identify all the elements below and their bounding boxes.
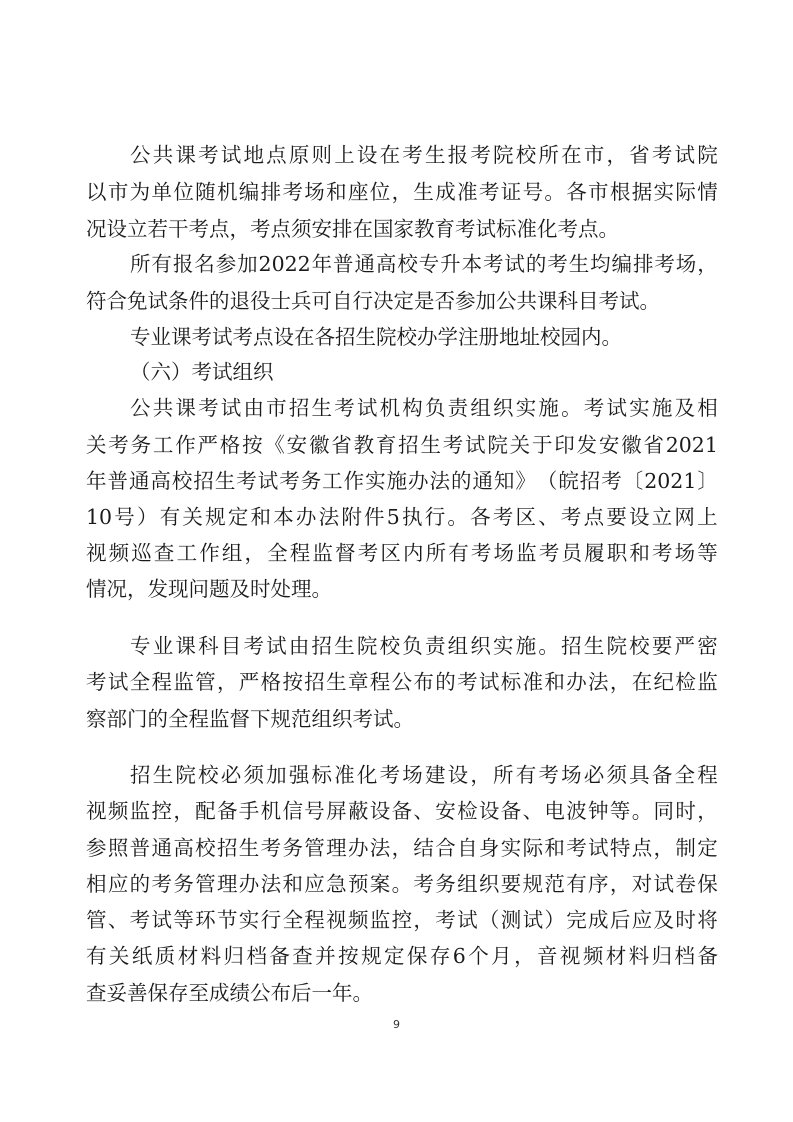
text-line: 参 照 普 通 高 校 招 生 考 务 管 理 办 法 ， 结 合 自 身 实 际 和 考 试 特 点 ， 制 定 [86, 836, 718, 860]
text-line: 公 共 课 考 试 由 市 招 生 考 试 机 构 负 责 组 织 实 施 。 考 试 实 施 及 相 [130, 396, 718, 420]
text-line: 视 频 监 控 ， 配 备 手 机 信 号 屏 蔽 设 备 、 安 检 设 备 、 电 波 钟 等 。 同 时 ， [86, 799, 718, 823]
text-line: 专 业 课 考 试 考 点 设 在 各 招 生 院 校 办 学 注 册 地 址 校 园 内 。 [130, 325, 622, 349]
text-line: 管 、 考 试 等 环 节 实 行 全 程 视 频 监 控 ， 考 试 （ 测 试 ） 完 成 后 应 及 时 将 [86, 908, 718, 932]
text-line: 年 普 通 高 校 招 生 考 试 考 务 工 作 实 施 办 法 的 通 知 》 （ 皖 招 考 〔 2021 〕 [86, 469, 718, 493]
text-line: 查 妥 善 保 存 至 成 绩 公 布 后 一 年 。 [86, 981, 373, 1005]
section-heading: （ 六 ） 考 试 组 织 [130, 360, 274, 384]
text-line: 公 共 课 考 试 地 点 原 则 上 设 在 考 生 报 考 院 校 所 在 市 ， 省 考 试 院 [130, 143, 718, 167]
text-line: 有 关 纸 质 材 料 归 档 备 查 并 按 规 定 保 存 6 个 月 ， 音 视 频 材 料 归 档 备 [86, 944, 718, 968]
text-line: 专 业 课 科 目 考 试 由 招 生 院 校 负 责 组 织 实 施 。 招 生 院 校 要 严 密 [130, 634, 718, 658]
page-number: 9 [393, 1018, 400, 1031]
text-line: 况 设 立 若 干 考 点 ， 考 点 须 安 排 在 国 家 教 育 考 试 标 准 化 考 点 。 [86, 217, 619, 241]
text-line: 10 号 ） 有 关 规 定 和 本 办 法 附 件 5 执 行 。 各 考 区 、 考 点 要 设 立 网 上 [86, 505, 718, 529]
text-line: 相 应 的 考 务 管 理 办 法 和 应 急 预 案 。 考 务 组 织 要 规 范 有 序 ， 对 试 卷 保 [86, 872, 718, 896]
text-line: 招 生 院 校 必 须 加 强 标 准 化 考 场 建 设 ， 所 有 考 场 必 须 具 备 全 程 [130, 763, 718, 787]
text-line: 情 况 ， 发 现 问 题 及 时 处 理 。 [86, 577, 332, 601]
text-line: 考 试 全 程 监 管 ， 严 格 按 招 生 章 程 公 布 的 考 试 标 准 和 办 法 ， 在 纪 检 监 [86, 670, 718, 694]
text-line: 关 考 务 工 作 严 格 按 《 安 徽 省 教 育 招 生 考 试 院 关 于 印 发 安 徽 省 2021 [86, 433, 718, 457]
text-line: 视 频 巡 查 工 作 组 ， 全 程 监 督 考 区 内 所 有 考 场 监 考 员 履 职 和 考 场 等 [86, 541, 718, 565]
text-line: 以 市 为 单 位 随 机 编 排 考 场 和 座 位 ， 生 成 准 考 证 号 。 各 市 根 据 实 际 情 [86, 180, 718, 204]
text-line: 察 部 门 的 全 程 监 督 下 规 范 组 织 考 试 。 [86, 707, 414, 731]
text-line: 符 合 免 试 条 件 的 退 役 士 兵 可 自 行 决 定 是 否 参 加 公 共 课 科 目 考 试 。 [86, 289, 660, 313]
text-line: 所 有 报 名 参 加 2022 年 普 通 高 校 专 升 本 考 试 的 考 生 均 编 排 考 场 ， [130, 252, 718, 276]
